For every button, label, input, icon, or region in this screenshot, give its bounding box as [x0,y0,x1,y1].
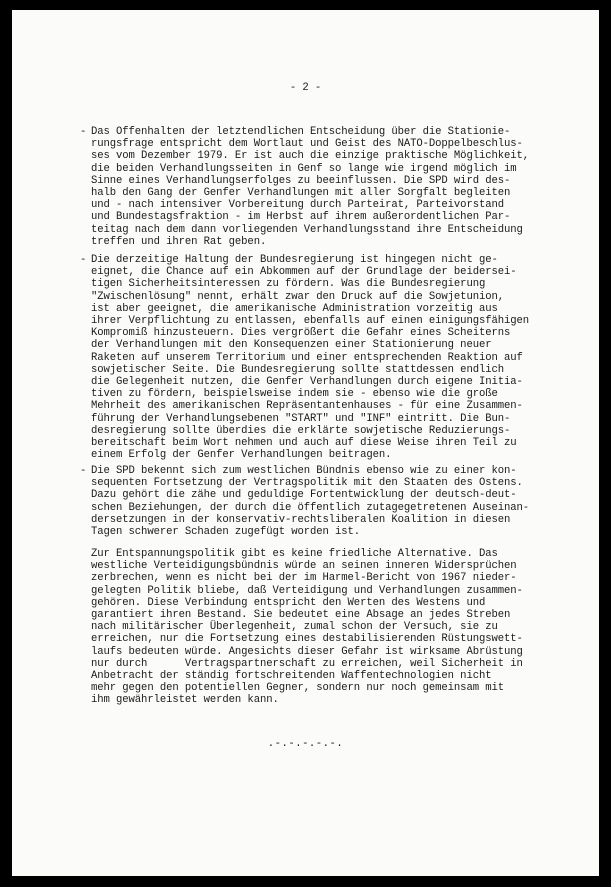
bullet-marker: - [80,126,87,138]
closing-mark: .-.-.-.-.-. [267,738,344,750]
document-page [12,10,599,876]
paragraph-text: Das Offenhalten der letztendlichen Entscheidung über die Stationie- rungsfrage entspricht dem Wortlaut und Geist des NATO-Doppelbeschlus- ses vom Dezember 1979. Er ist auch die einzige praktische Möglichkeit, die beiden Verhandlungsseiten in Genf so lange wie irgend möglich im Sinne eines Verhandlungserfolges zu beeinflussen. Die SPD wird des- halb den Gang der Genfer Verhandlungen mit aller Sorgfalt begleiten und - nach intensiver Vorbereitung durch Parteirat, Parteivorstand und Bundestagsfraktion - im Herbst auf ihrem außerordentlichen Par- teitag nach dem dann vorliegenden Verhandlungsstand ihre Entscheidung treffen und ihren Rat geben. [91,126,530,248]
page-number: - 2 - [289,82,322,94]
bullet-marker: - [80,254,87,266]
paragraph-text: Die derzeitige Haltung der Bundesregierung ist hingegen nicht ge- eignet, die Chance auf ein Abkommen auf der Grundlage der beidersei- tigen Sicherheitsinteressen zu fördern. Was die Bundesregierung "Zwischenlösung" nennt, erhält zwar den Druck auf die Sowjetunion, ist aber geeignet, die amerikanische Administration vorzeitig aus ihrer Verpflichtung zu entlassen, ebenfalls auf einen einigungsfähigen Kompromiß hinzusteuern. Dies vergrößert die Gefahr eines Scheiterns der Verhandlungen mit den Konsequenzen einer Stationierung neuer Raketen auf unserem Territorium und einer entsprechenden Reaktion auf sowjetischer Seite. Die Bundesregierung sollte stattdessen endlich die Gelegenheit nutzen, die Genfer Verhandlungen durch eigene Initia- tiven zu fördern, beispielsweise indem sie - ebenso wie die große Mehrheit des amerikanischen Repräsentantenhauses - für eine Zusammen- führung der Verhandlungsebenen "START" und "INF" eintritt. Die Bun- desregierung sollte überdies die erklärte sowjetische Reduzierungs- bereitschaft beim Wort nehmen und auch auf diese Weise ihren Teil zu einem Erfolg der Genfer Verhandlungen beitragen. [91,254,530,462]
paragraph-text: Die SPD bekennt sich zum westlichen Bündnis ebenso wie zu einer kon- sequenten Fortsetzung der Vertragspolitik mit den Staaten des Ostens. Dazu gehört die zähe und geduldige Fortentwicklung der deutsch-deut- schen Beziehungen, der durch die öffentlich zutagegetretenen Auseinan- dersetzungen in der konservativ-rechtsliberalen Koalition in diesen Tagen schwerer Schaden zugefügt worden ist. [91,465,530,539]
paragraph-entspannungspolitik: Zur Entspannungspolitik gibt es keine friedliche Alternative. Das westliche Verteidigungsbündnis würde an seinen inneren Widersprüchen zerbrechen, wenn es nicht bei der im Harmel-Bericht von 1967 nieder- gelegten Politik bliebe, daß Verteidigung und Verhandlungen zusammen- gehören. Diese Verbindung entspricht den Werten des Westens und garantiert ihren Bestand. Sie bedeutet eine Absage an jedes Streben nach militärischer Überlegenheit, zumal schon der Versuch, sie zu erreichen, nur die Fortsetzung eines destabilisierenden Rüstungswett- laufs bedeuten würde. Angesichts dieser Gefahr ist wirksame Abrüstung nur durch Vertragspartnerschaft zu erreichen, weil Sicherheit in Anbetracht der ständig fortschreitenden Waffentechnologien nicht mehr gegen den potentiellen Gegner, sondern nur noch gemeinsam mit ihm gewährleistet werden kann. [91,548,523,707]
bullet-marker: - [80,465,87,477]
